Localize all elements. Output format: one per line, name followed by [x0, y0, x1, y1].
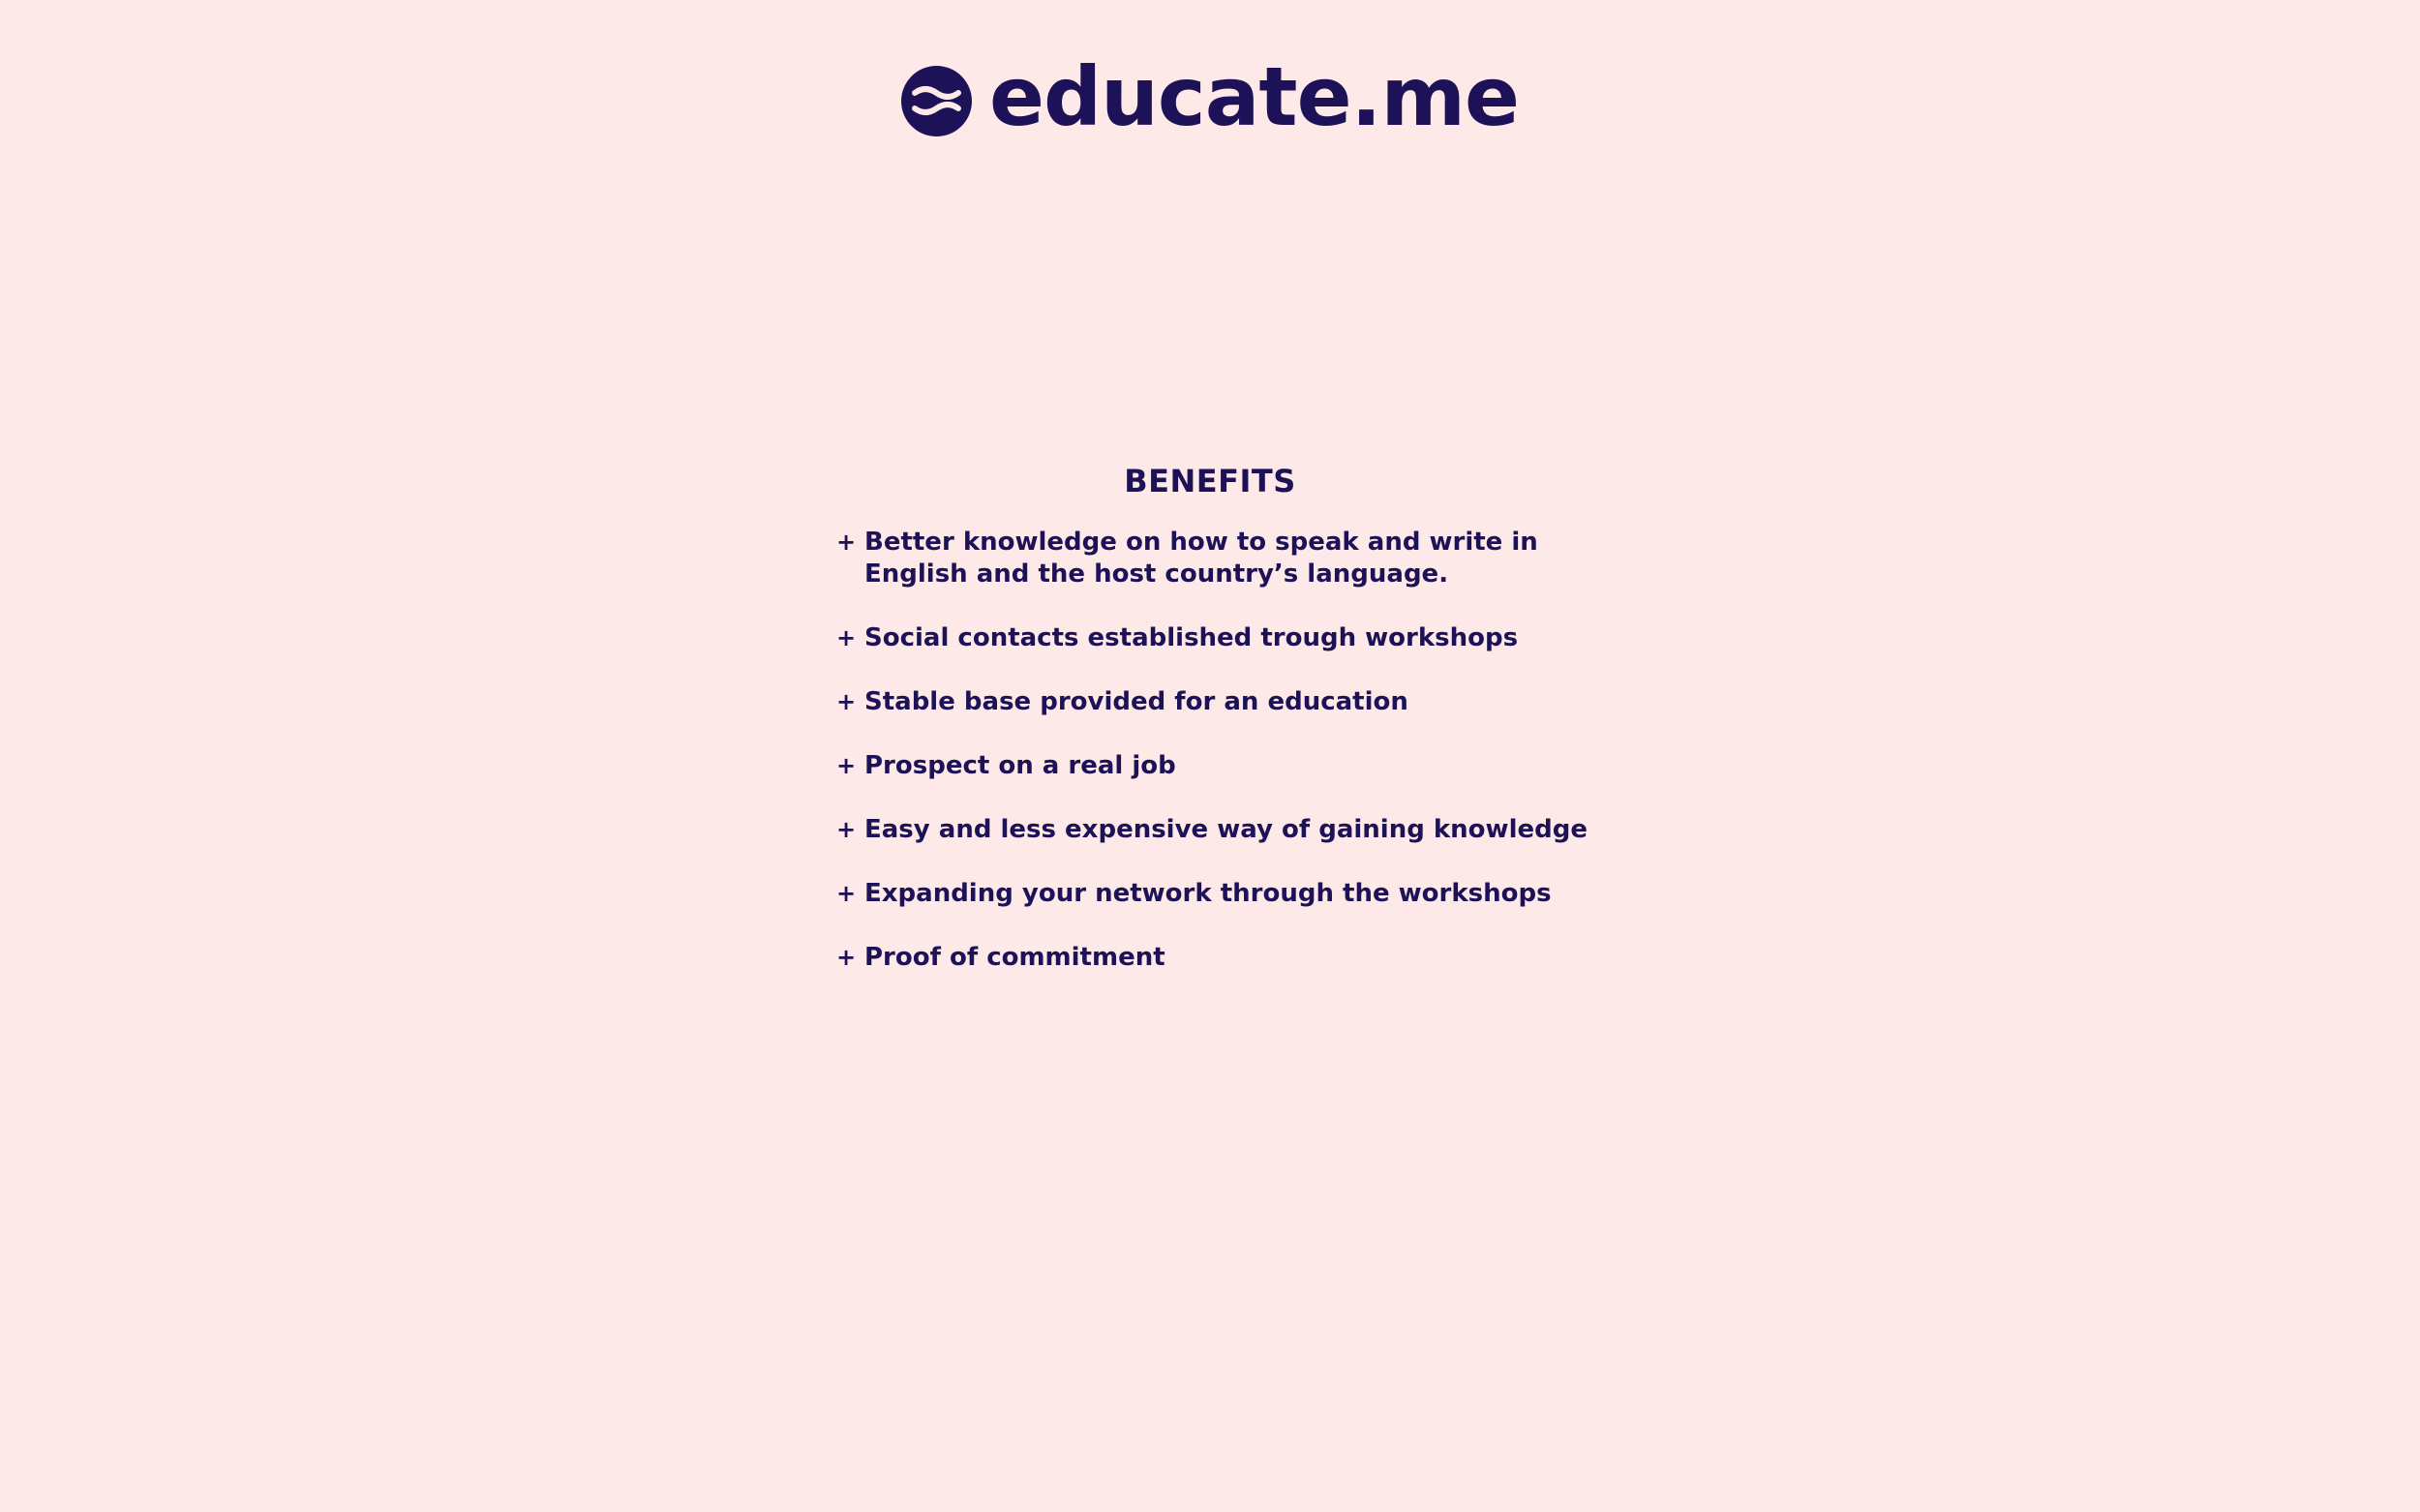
benefit-text: Expanding your network through the workshops: [864, 879, 1552, 908]
list-item: [836, 878, 1611, 910]
plus-icon: +: [836, 880, 857, 907]
list-item: [836, 686, 1611, 718]
benefits-title: BENEFITS: [1124, 463, 1296, 499]
plus-icon: +: [836, 529, 857, 556]
plus-icon: +: [836, 944, 857, 971]
list-item: [836, 814, 1611, 846]
plus-icon: +: [836, 624, 857, 651]
benefit-text: Proof of commitment: [864, 943, 1165, 972]
benefit-text: Better knowledge on how to speak and write in English and the host country’s language.: [864, 528, 1538, 589]
list-item: [836, 527, 1611, 590]
benefit-text: Stable base provided for an education: [864, 687, 1408, 716]
list-item: [836, 942, 1611, 974]
list-item: [836, 750, 1611, 782]
brand-logo: [0, 49, 2420, 144]
list-item: [836, 622, 1611, 654]
plus-icon: +: [836, 752, 857, 779]
benefit-text: Social contacts established trough workshops: [864, 623, 1519, 652]
benefit-text: Prospect on a real job: [864, 751, 1176, 780]
smile-waves-icon: [901, 66, 972, 136]
plus-icon: +: [836, 688, 857, 715]
benefit-list: [836, 527, 1611, 974]
plus-icon: +: [836, 816, 857, 843]
benefit-text: Easy and less expensive way of gaining knowledge: [864, 815, 1588, 844]
benefits-section: [836, 463, 1611, 1006]
brand-name: educate.me: [989, 49, 1519, 144]
